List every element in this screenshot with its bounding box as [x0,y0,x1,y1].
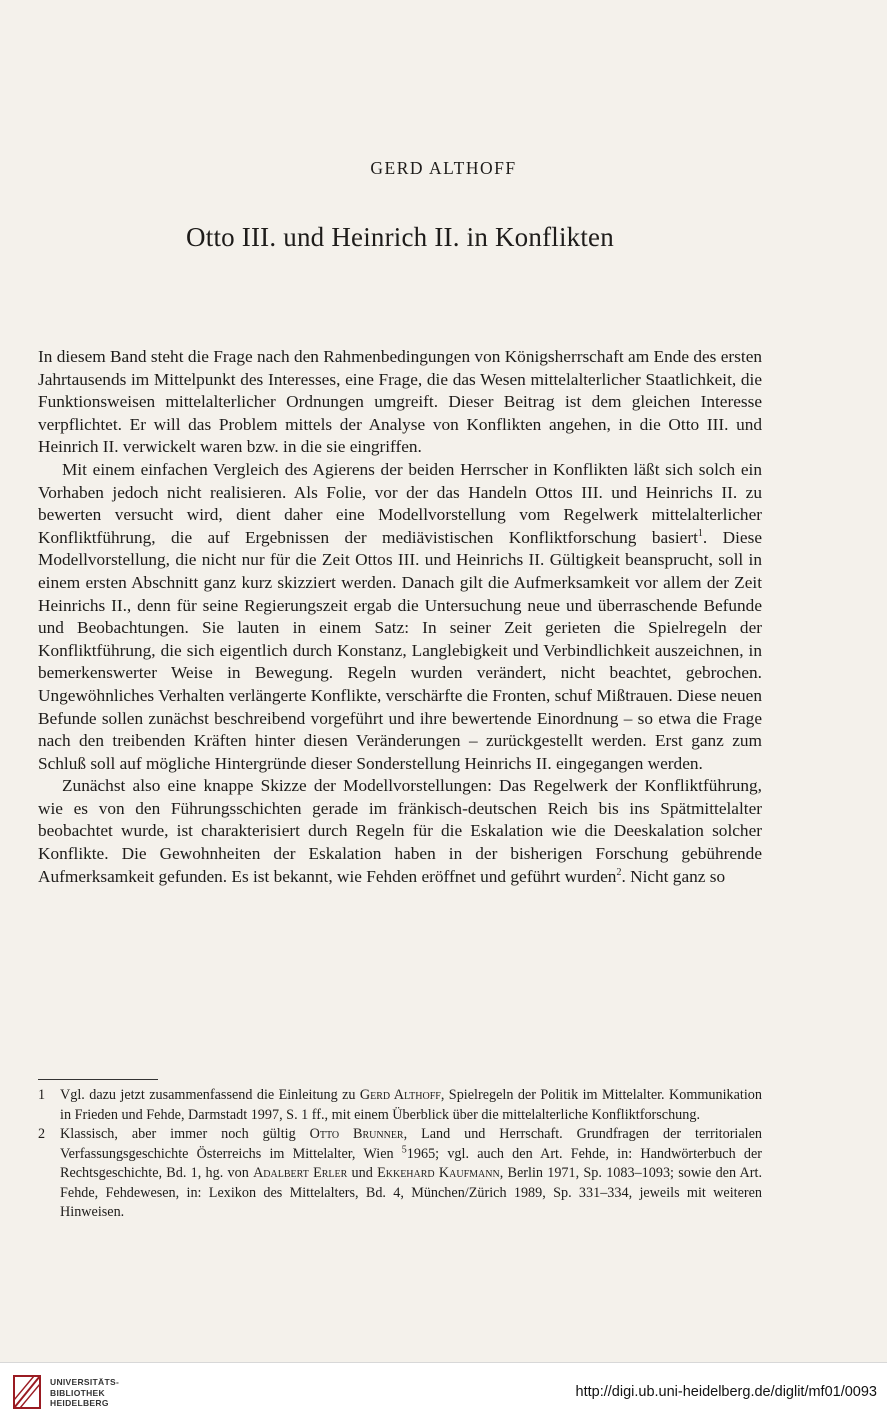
paragraph-1-text: In diesem Band steht die Frage nach den Rahmenbedingungen von Königsherrschaft am Ende des ersten Jahrtausends im Mittelpunkt des Interesses, eine Frage, die das Wesen mittelalterlicher Staatlichkeit, die Funktionsweisen mittelalterlicher Ordnungen umgreift. Dieser Beitrag ist dem gleichen Interesse verpflichtet. Er will das Problem mittels der Analyse von Konflikten angehen, in die Otto III. und Heinrich II. verwickelt waren bzw. in die sie eingriffen. [38,347,762,457]
author-name: GERD ALTHOFF [370,158,517,178]
paragraph-1 [38,346,762,459]
footnote-text [60,1125,762,1223]
article-body [38,346,762,888]
footnotes [38,1086,762,1223]
footnote-ref-1[interactable]: 1 [697,527,703,539]
footnote-editor: Ekkehard Kaufmann [377,1165,500,1181]
footnote-number: 1 [38,1087,46,1103]
paragraph-2-text-a: Mit einem einfachen Vergleich des Agierens der beiden Herrscher in Konflikten läßt sich solch ein Vorhaben jedoch nicht realisieren. Als Folie, vor der das Handeln Ottos III. und Heinrichs II. zu bewerten versucht wird, dient daher eine Modellvorstellung vom Regelwerk mittelalterlicher Konfliktführung, die auf Ergebnissen der mediävistischen Konfliktforschung basiert [38,459,762,547]
university-library-logo-icon [12,1372,42,1412]
footnote-text [60,1086,762,1125]
library-name-line: BIBLIOTHEK [50,1387,105,1398]
library-name-line: HEIDELBERG [50,1398,109,1408]
digitization-footer [0,1362,887,1425]
paragraph-2-text-b: . Diese Modellvorstellung, die nicht nur für die Zeit Ottos III. und Heinrichs II. Gültigkeit beansprucht, soll in einem ersten Abschnitt ganz kurz skizziert werden. Danach gilt die Aufmerksamkeit vor allem der Zeit Heinrichs II., denn für seine Regierungszeit ergab die Untersuchung neue und überraschende Befunde und Beobachtungen. Sie lauten in einem Satz: In seiner Zeit gerieten die Spielregeln der Konfliktführung, die sich eigentlich durch Konstanz, Langlebigkeit und Verbindlichkeit auszeichnen, in bemerkenswerter Weise in Bewegung. Regeln wurden verändert, nicht beachtet, gebrochen. Ungewöhnliches Verhalten verlängerte Konflikte, verschärfte die Fronten, schuf Mißtrauen. Diese neuen Befunde sollen zunächst beschreibend vorgeführt und ihre bewertende Einordnung – so etwa die Frage nach den treibenden Kräften hinter diesen Veränderungen – zurückgestellt werden. Erst ganz zum Schluß soll auf mögliche Hintergründe dieser Sonderstellung Heinrichs II. eingegangen werden. [38,527,762,773]
footnote-text-part: und [347,1165,378,1181]
paragraph-3-text-a: Zunächst also eine knappe Skizze der Modellvorstellungen: Das Regelwerk der Konfliktführung, wie es von den Führungsschichten gerade im fränkisch-deutschen Reich bis ins Spätmittelalter beobachtet wurde, ist charakterisiert durch Regeln für die Eskalation wie die Deeskalation solcher Konflikte. Die Gewohnheiten der Eskalation haben in der bisherigen Forschung gebührende Aufmerksamkeit gefunden. Es ist bekannt, wie Fehden eröffnet und geführt wurden [38,776,762,886]
library-name-line: UNIVERSITÄTS- [50,1377,120,1387]
paragraph-3 [38,775,762,888]
footnote-2 [38,1125,762,1223]
footnote-ref-2[interactable]: 2 [616,866,622,878]
paragraph-2 [38,459,762,775]
footnote-text-part: Klassisch, aber immer noch gültig [60,1126,310,1142]
footnote-text-part: , Spielregeln der Politik im Mittelalter. Kommunikation in Frieden und Fehde, Darmstadt 1997, S. 1 ff., mit einem Überblick über die mittelalterliche Konfliktforschung. [60,1087,762,1123]
article-title: Otto III. und Heinrich II. in Konflikten [186,222,614,252]
footnote-number: 2 [38,1126,46,1142]
footnote-author: Otto Brunner [309,1126,404,1142]
footnote-edition: 5 [401,1143,407,1155]
paragraph-3-text-b: . Nicht ganz so [621,866,726,886]
footnote-text-part: , Berlin 1971, Sp. 1083–1093; sowie den Art. Fehde, Fehdewesen, in: Lexikon des Mittelalters, Bd. 4, München/Zürich 1989, Sp. 331–334, jeweils mit weiteren Hinweisen. [60,1165,762,1220]
footnote-divider [38,1079,158,1080]
footnote-text-part: 1965; vgl. auch den Art. Fehde, in: Handwörterbuch der Rechtsgeschichte, Bd. 1, hg. von [60,1145,762,1181]
footnote-1 [38,1086,762,1125]
library-name [50,1377,180,1409]
footnote-author: Gerd Althoff [359,1087,441,1103]
footnote-editor: Adalbert Erler [253,1165,348,1181]
permalink-url[interactable]: http://digi.ub.uni-heidelberg.de/diglit/mf01/0093 [575,1384,877,1400]
footnote-text-part: , Land und Herrschaft. Grundfragen der territorialen Verfassungsgeschichte Österreichs im Mittelalter, Wien [60,1126,763,1162]
footnote-text-part: Vgl. dazu jetzt zusammenfassend die Einleitung zu [60,1087,360,1103]
